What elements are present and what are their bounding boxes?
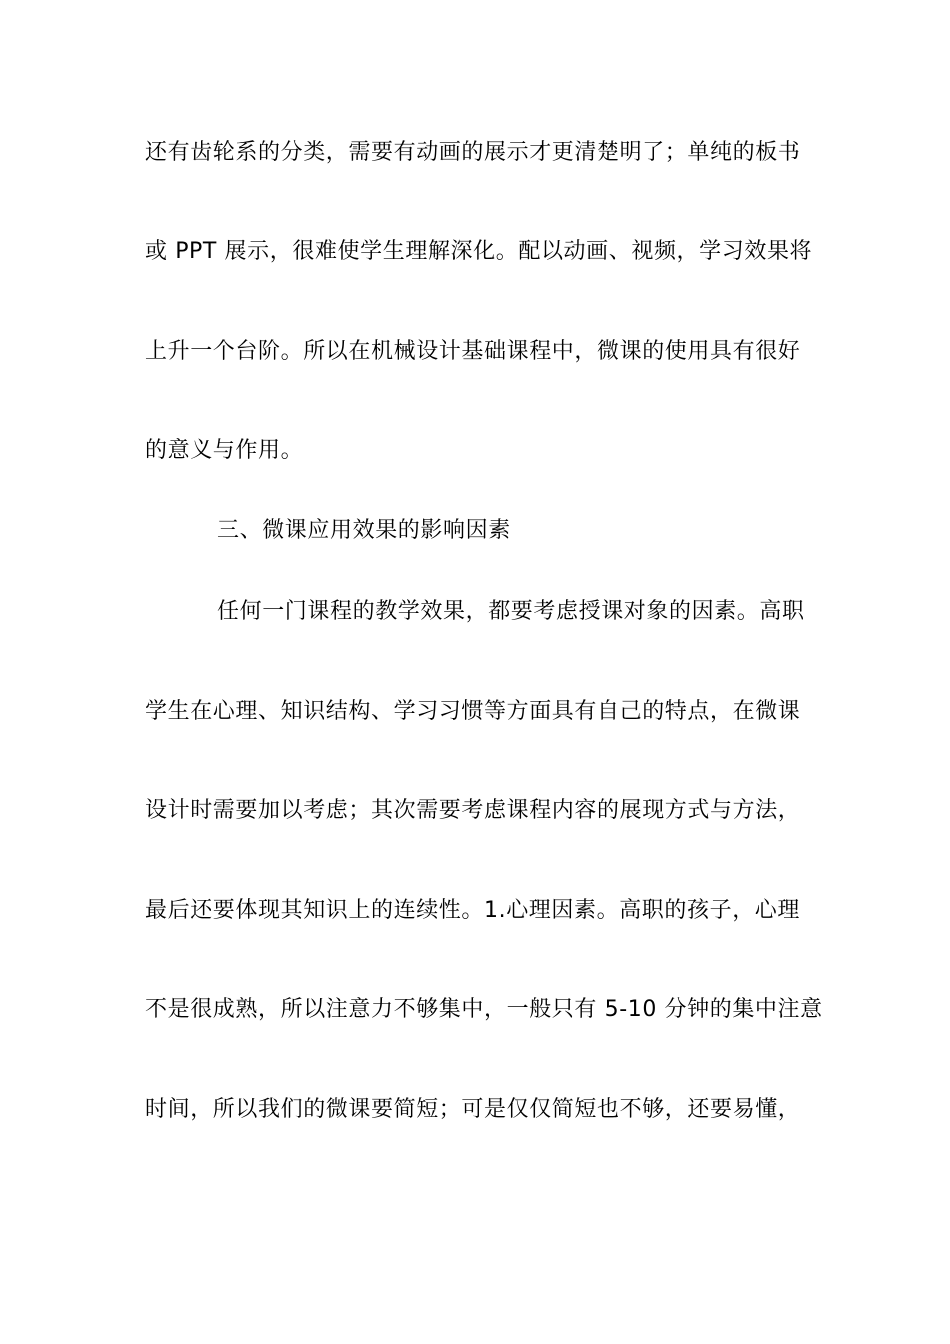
text-line: 上升一个台阶。所以在机械设计基础课程中，微课的使用具有很好 [145, 339, 801, 364]
section-heading: 三、微课应用效果的影响因素 [217, 518, 511, 543]
text-line: 不是很成熟，所以注意力不够集中，一般只有 5-10 分钟的集中注意 [145, 997, 823, 1022]
text-line: 或 PPT 展示，很难使学生理解深化。配以动画、视频，学习效果将 [145, 239, 813, 264]
text-line: 还有齿轮系的分类，需要有动画的展示才更清楚明了；单纯的板书 [145, 140, 801, 165]
text-line: 最后还要体现其知识上的连续性。1.心理因素。高职的孩子，心理 [145, 898, 800, 923]
text-line: 设计时需要加以考虑；其次需要考虑课程内容的展现方式与方法， [145, 798, 801, 823]
text-line: 的意义与作用。 [145, 438, 304, 463]
text-line: 时间，所以我们的微课要简短；可是仅仅简短也不够，还要易懂， [145, 1097, 801, 1122]
text-line: 任何一门课程的教学效果，都要考虑授课对象的因素。高职 [217, 599, 805, 624]
text-line: 学生在心理、知识结构、学习习惯等方面具有自己的特点，在微课 [145, 699, 801, 724]
